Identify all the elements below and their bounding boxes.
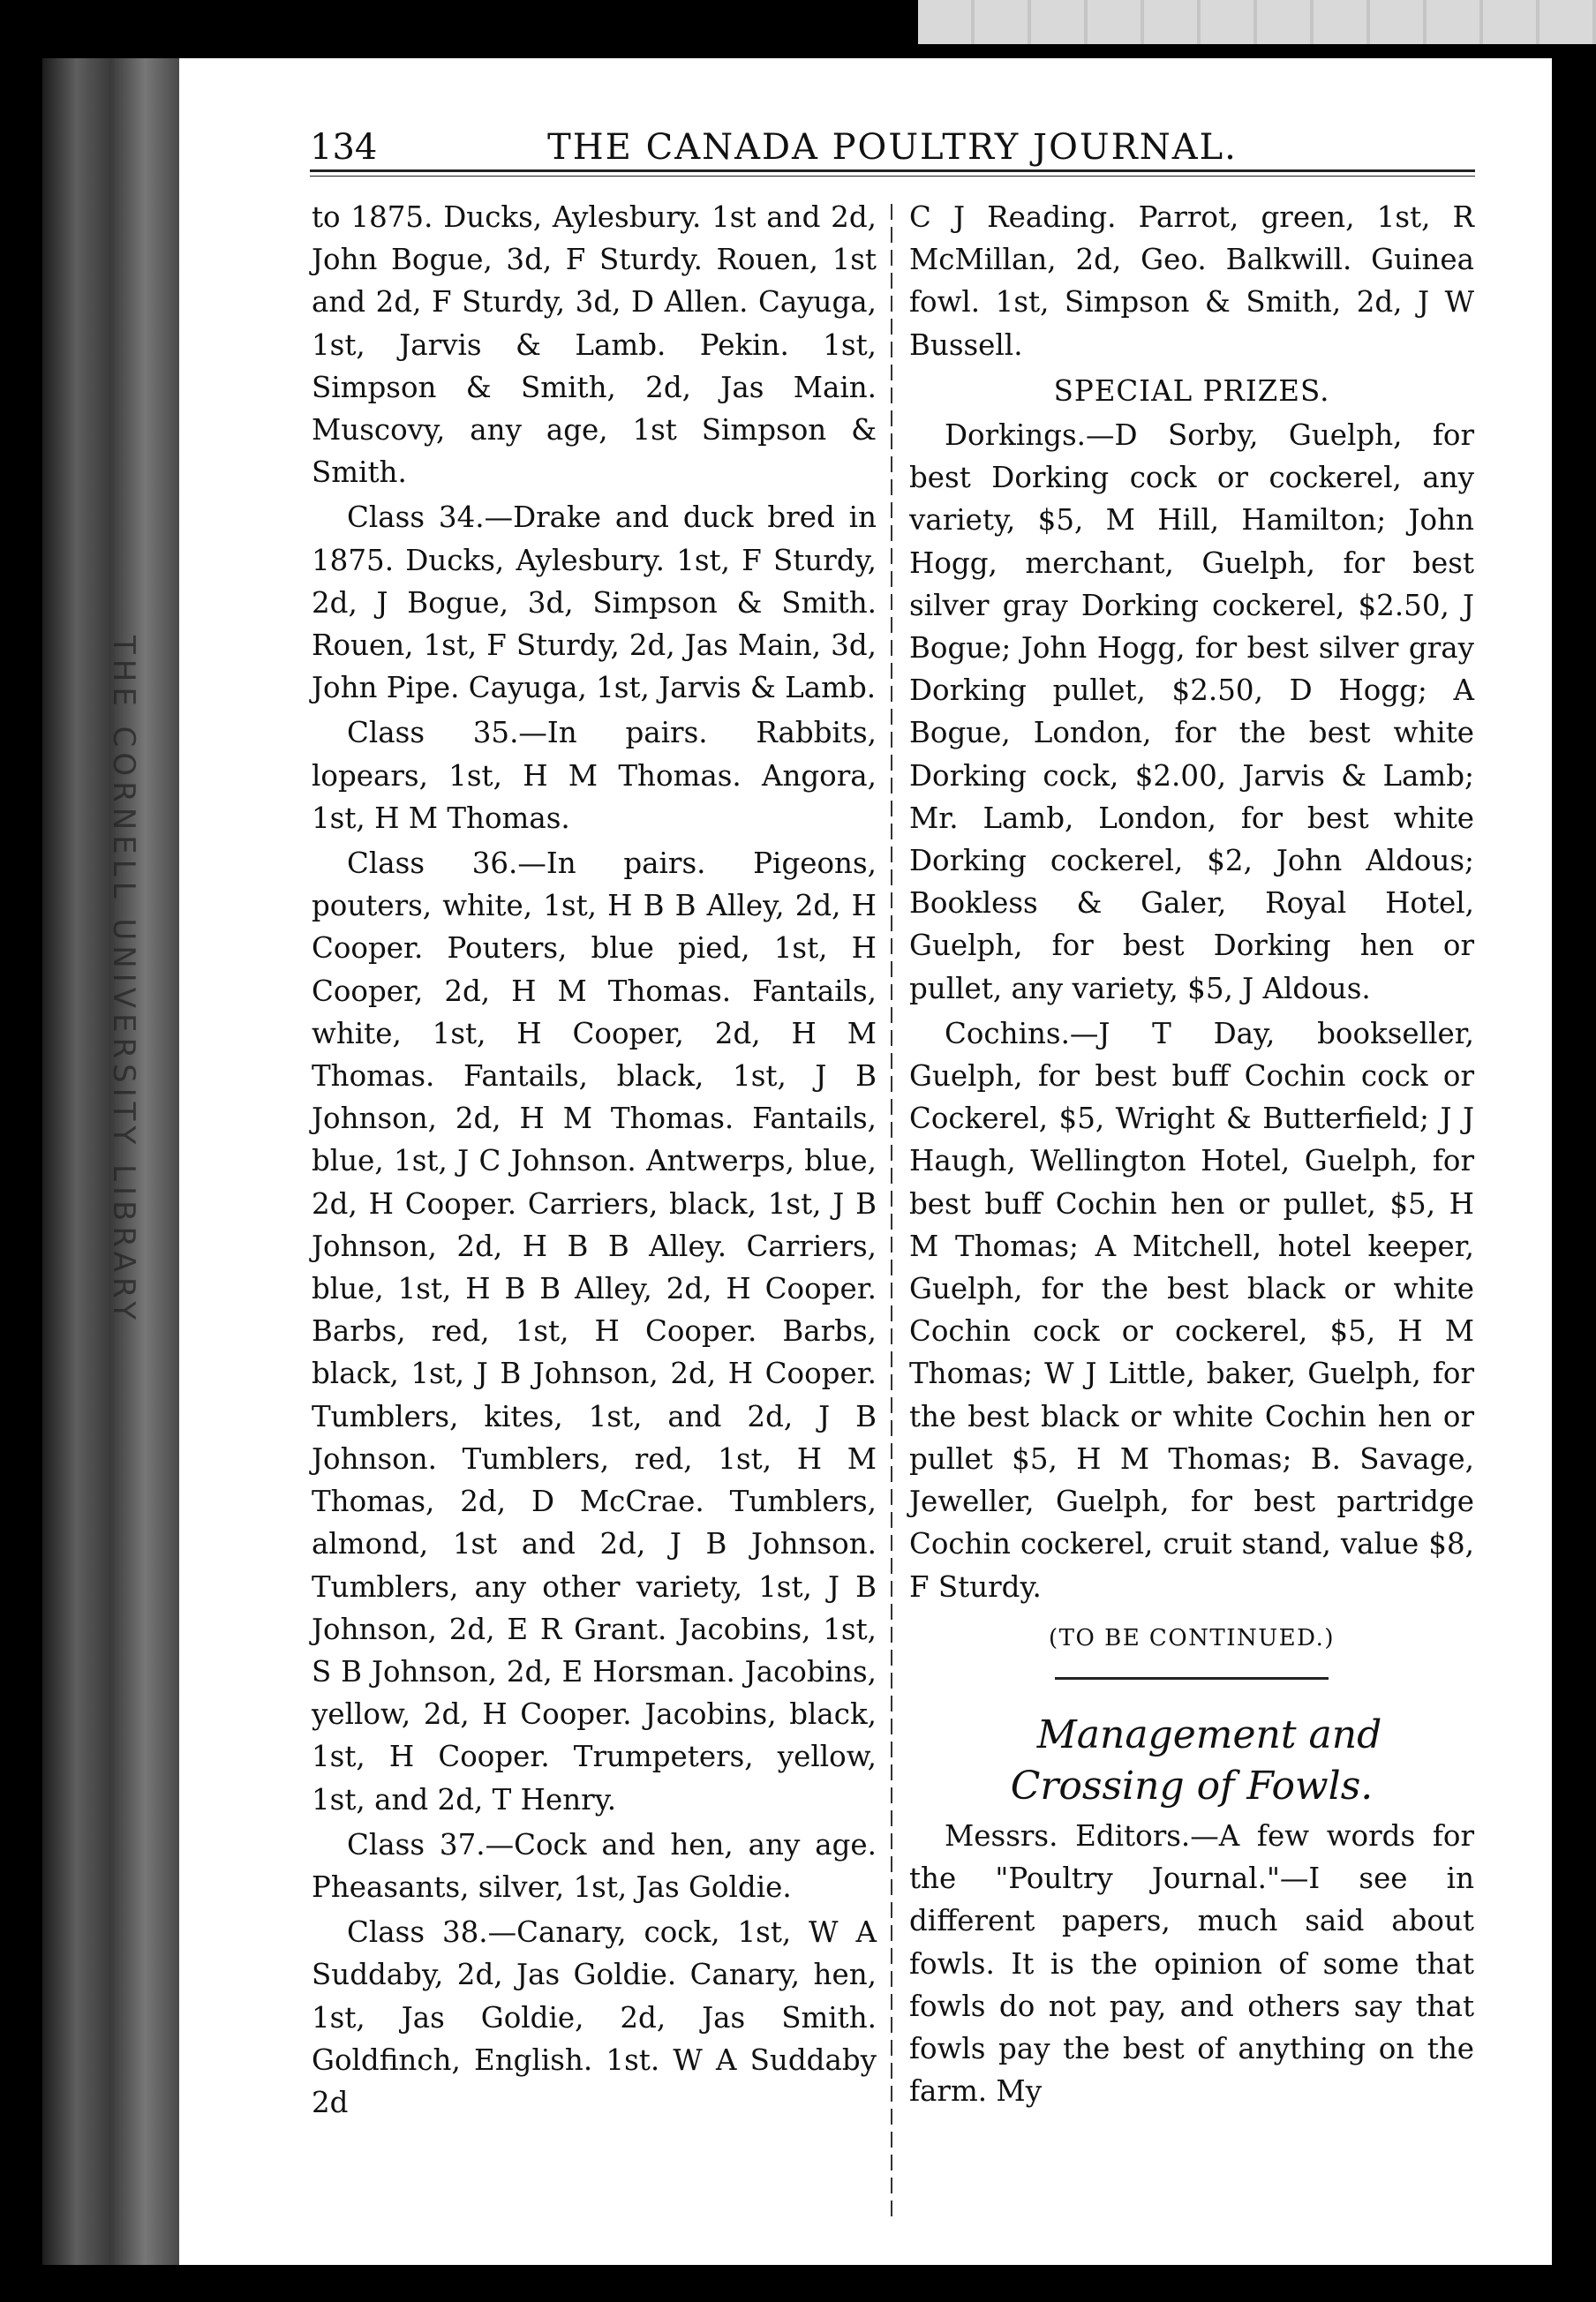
paragraph-parrot-guinea: C J Reading. Parrot, green, 1st, R McMillan, 2d, Geo. Balkwill. Guinea fowl. 1st, Simpson & Smith, 2d, J W Bussell. xyxy=(909,200,1474,362)
article-body: Messrs. Editors.—A few words for the "Poultry Journal."—I see in different papers, much said about fowls. It is the opinion of some that fowls do not pay, and others say that fowls pay the best of anything on the farm. My xyxy=(909,1818,1474,2109)
paragraph-class-36: Class 36.—In pairs. Pigeons, pouters, white, 1st, H B B Alley, 2d, H Cooper. Pouters, blue pied, 1st, H Cooper, 2d, H M Thomas. Fantails, white, 1st, H Cooper, 2d, H M Thomas. Fantails, black, 1st, J B Johnson, 2d, H M Thomas. Fantails, blue, 1st, J C Johnson. Antwerps, blue, 2d, H Cooper. Carriers, black, 1st, J B Johnson, 2d, H B B Alley. Carriers, blue, 1st, H B B Alley, 2d, H Cooper. Barbs, red, 1st, H Cooper. Barbs, black, 1st, J B Johnson, 2d, H Cooper. Tumblers, kites, 1st, and 2d, J B Johnson. Tumblers, red, 1st, H M Thomas, 2d, D McCrae. Tumblers, almond, 1st and 2d, J B Johnson. Tumblers, any other variety, 1st, J B Johnson, 2d, E R Grant. Jacobins, 1st, S B Johnson, 2d, E Horsman. Jacobins, yellow, 2d, H Cooper. Jacobins, black, 1st, H Cooper. Trumpeters, yellow, 1st, and 2d, T Henry. xyxy=(312,846,877,1817)
paragraph-dorkings: Dorkings.—D Sorby, Guelph, for best Dorking cock or cockerel, any variety, $5, M Hill, Hamilton; John Hogg, merchant, Guelph, for best silver gray Dorking cockerel, $2.50, J Bogue; John Hogg, for best silver gray Dorking pullet, $2.50, D Hogg; A Bogue, London, for the best white Dorking cock, $2.00, Jarvis & Lamb; Mr. Lamb, London, for best white Dorking cockerel, $2, John Aldous; Bookless & Galer, Royal Hotel, Guelph, for best Dorking hen or pullet, any variety, $5, J Aldous. xyxy=(909,418,1474,1005)
page-header xyxy=(310,118,1475,189)
left-column xyxy=(312,196,877,2126)
binding-stamp: THE CORNELL UNIVERSITY LIBRARY xyxy=(106,636,141,1326)
page-number: 134 xyxy=(310,127,378,168)
scan-edge xyxy=(918,0,1596,44)
journal-title: THE CANADA POULTRY JOURNAL. xyxy=(547,127,1238,168)
section-rule xyxy=(1055,1677,1329,1680)
paragraph-class-34: Class 34.—Drake and duck bred in 1875. Ducks, Aylesbury. 1st, F Sturdy, 2d, J Bogue, 3d, Simpson & Smith. Rouen, 1st, F Sturdy, 2d, Jas Main, 3d, John Pipe. Cayuga, 1st, Jarvis & Lamb. xyxy=(312,500,877,705)
column-divider xyxy=(891,204,892,2216)
right-column xyxy=(909,196,1474,2115)
paragraph-class-35: Class 35.—In pairs. Rabbits, lopears, 1st, H M Thomas. Angora, 1st, H M Thomas. xyxy=(312,716,877,835)
journal-page xyxy=(179,58,1552,2265)
paragraph-class-37: Class 37.—Cock and hen, any age. Pheasants, silver, 1st, Jas Goldie. xyxy=(312,1827,877,1904)
paragraph-class-38: Class 38.—Canary, cock, 1st, W A Suddaby, 2d, Jas Goldie. Canary, hen, 1st, Jas Goldie, 2d, Jas Smith. Goldfinch, English. 1st. W A Suddaby 2d xyxy=(312,1915,877,2119)
header-rule-thin xyxy=(310,176,1475,177)
to-be-continued: (TO BE CONTINUED.) xyxy=(1049,1624,1335,1651)
article-title: Management and Crossing of Fowls. xyxy=(1010,1711,1382,1809)
header-rule xyxy=(310,169,1475,172)
special-prizes-heading: SPECIAL PRIZES. xyxy=(1053,373,1330,408)
paragraph-cochins: Cochins.—J T Day, bookseller, Guelph, for best buff Cochin cock or Cockerel, $5, Wright & Butterfield; J J Haugh, Wellington Hotel, Guelph, for best buff Cochin hen or pullet, $5, H M Thomas; A Mitchell, hotel keeper, Guelph, for the best black or white Cochin cock or cockerel, $5, H M Thomas; W J Little, baker, Guelph, for the best black or white Cochin hen or pullet $5, H M Thomas; B. Savage, Jeweller, Guelph, for best partridge Cochin cockerel, cruit stand, value $8, F Sturdy. xyxy=(909,1016,1474,1604)
paragraph-ducks-1875: to 1875. Ducks, Aylesbury. 1st and 2d, John Bogue, 3d, F Sturdy. Rouen, 1st and 2d, F Sturdy, 3d, D Allen. Cayuga, 1st, Jarvis & Lamb. Pekin. 1st, Simpson & Smith, 2d, Jas Main. Muscovy, any age, 1st Simpson & Smith. xyxy=(312,200,877,490)
